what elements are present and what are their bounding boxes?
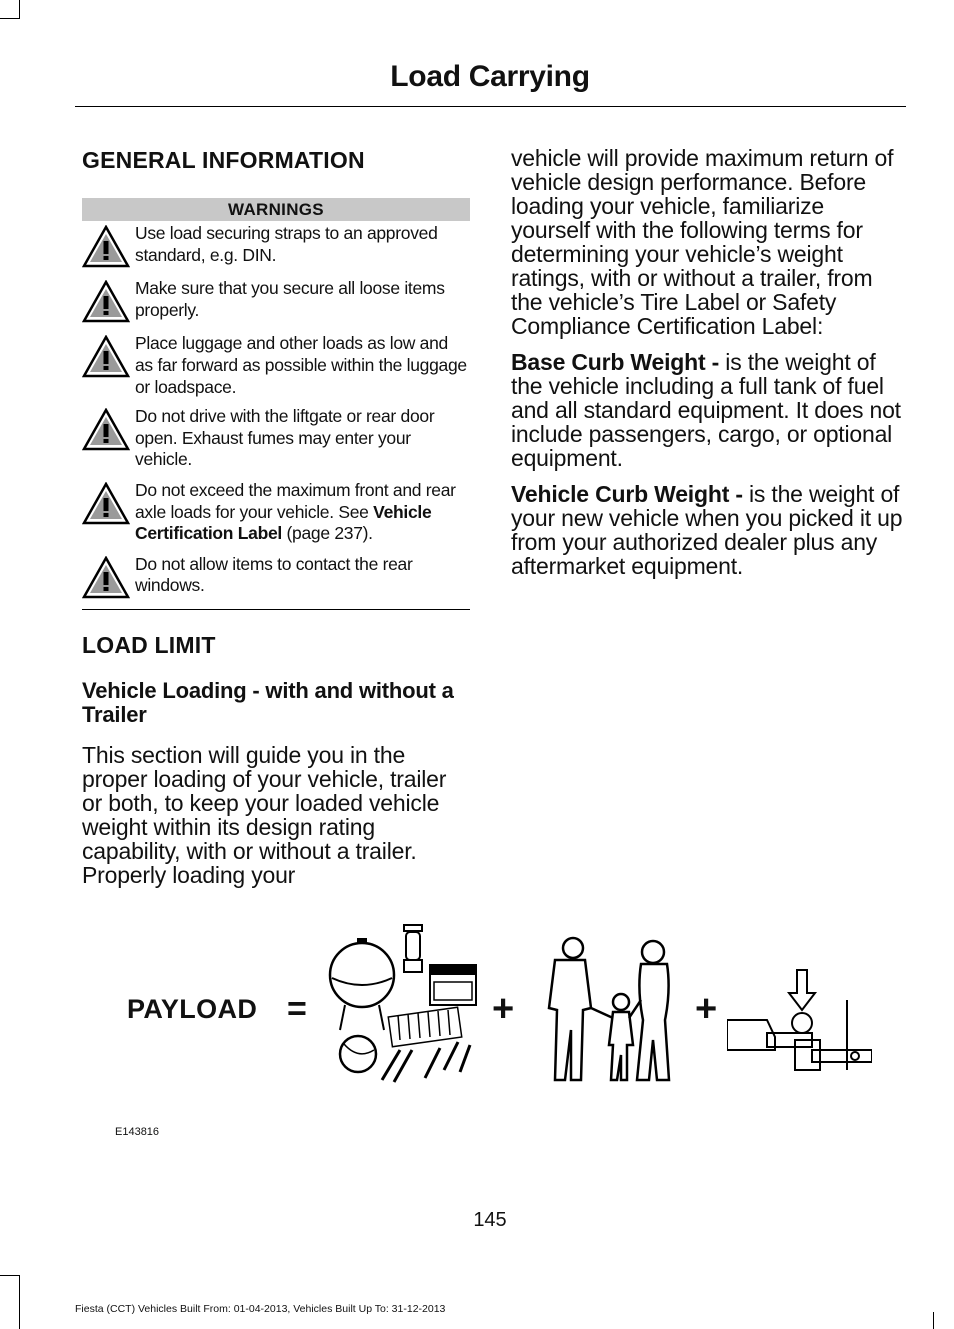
page-number: 145 bbox=[473, 1209, 507, 1231]
warning-triangle-icon bbox=[82, 482, 130, 526]
warning-item: Place luggage and other loads as low and as far forward as possible within the luggage or loadspace. bbox=[82, 333, 470, 398]
cargo-items-icon bbox=[320, 920, 490, 1090]
figure-code: E143816 bbox=[115, 1126, 160, 1138]
load-limit-heading: LOAD LIMIT bbox=[82, 631, 216, 658]
plus-symbol: + bbox=[492, 988, 515, 1030]
term-label: Vehicle Curb Weight - bbox=[511, 481, 743, 507]
term-label: Base Curb Weight - bbox=[511, 349, 720, 375]
crop-mark bbox=[19, 1275, 20, 1329]
crop-mark bbox=[933, 1312, 934, 1329]
payload-label: PAYLOAD bbox=[127, 994, 258, 1024]
warning-triangle-icon bbox=[82, 225, 130, 269]
people-icon bbox=[533, 930, 693, 1090]
general-information-heading: GENERAL INFORMATION bbox=[82, 147, 365, 173]
crop-mark bbox=[19, 0, 20, 19]
vehicle-loading-subheading: Vehicle Loading - with and without a Trailer bbox=[82, 677, 454, 727]
crop-mark bbox=[0, 18, 20, 19]
warnings-header: WARNINGS bbox=[82, 198, 470, 221]
warning-item: Use load securing straps to an approved standard, e.g. DIN. bbox=[82, 223, 470, 266]
equals-symbol: = bbox=[287, 990, 307, 1028]
warning-item: Do not exceed the maximum front and rear axle loads for your vehicle. See Vehicle Certification Label (page 237). bbox=[82, 480, 470, 545]
term-definition: Vehicle Curb Weight - is the weight of your new vehicle when you picked it up from your authorized dealer plus any aftermarket equipment. bbox=[511, 481, 903, 579]
warning-triangle-icon bbox=[82, 556, 130, 600]
payload-figure bbox=[115, 920, 875, 1100]
vehicle-certification-label-link[interactable]: Vehicle Certification Label bbox=[135, 501, 432, 544]
right-column bbox=[511, 146, 903, 578]
section-divider bbox=[82, 609, 470, 610]
load-limit-paragraph: This section will guide you in the proper loading of your vehicle, trailer or both, to keep your loaded vehicle weight within its design rating capability, with or without a trailer. Properly loading your bbox=[82, 741, 447, 888]
trailer-hitch-icon bbox=[727, 965, 872, 1095]
continuation-paragraph: vehicle will provide maximum return of vehicle design performance. Before loading your vehicle, familiarize yourself with the following terms for determining your vehicle’s weight ratings, with or without a trailer, from the vehicle’s Tire Label or Safety Compliance Certification Label: bbox=[511, 145, 894, 339]
page-title: Load Carrying bbox=[390, 60, 590, 93]
warning-triangle-icon bbox=[82, 335, 130, 379]
left-column bbox=[82, 147, 470, 887]
warning-item: Do not allow items to contact the rear windows. bbox=[82, 554, 470, 597]
plus-symbol: + bbox=[695, 988, 718, 1030]
warning-triangle-icon bbox=[82, 408, 130, 452]
title-divider bbox=[75, 106, 906, 107]
warnings-list bbox=[82, 223, 470, 597]
warning-item: Do not drive with the liftgate or rear door open. Exhaust fumes may enter your vehicle. bbox=[82, 406, 470, 471]
warning-triangle-icon bbox=[82, 280, 130, 324]
warning-item: Make sure that you secure all loose items properly. bbox=[82, 278, 470, 321]
term-definition: Base Curb Weight - is the weight of the vehicle including a full tank of fuel and all standard equipment. It does not include passengers, cargo, or optional equipment. bbox=[511, 349, 901, 471]
crop-mark bbox=[0, 1275, 20, 1276]
footer-text: Fiesta (CCT) Vehicles Built From: 01-04-2013, Vehicles Built Up To: 31-12-2013 bbox=[75, 1303, 446, 1315]
